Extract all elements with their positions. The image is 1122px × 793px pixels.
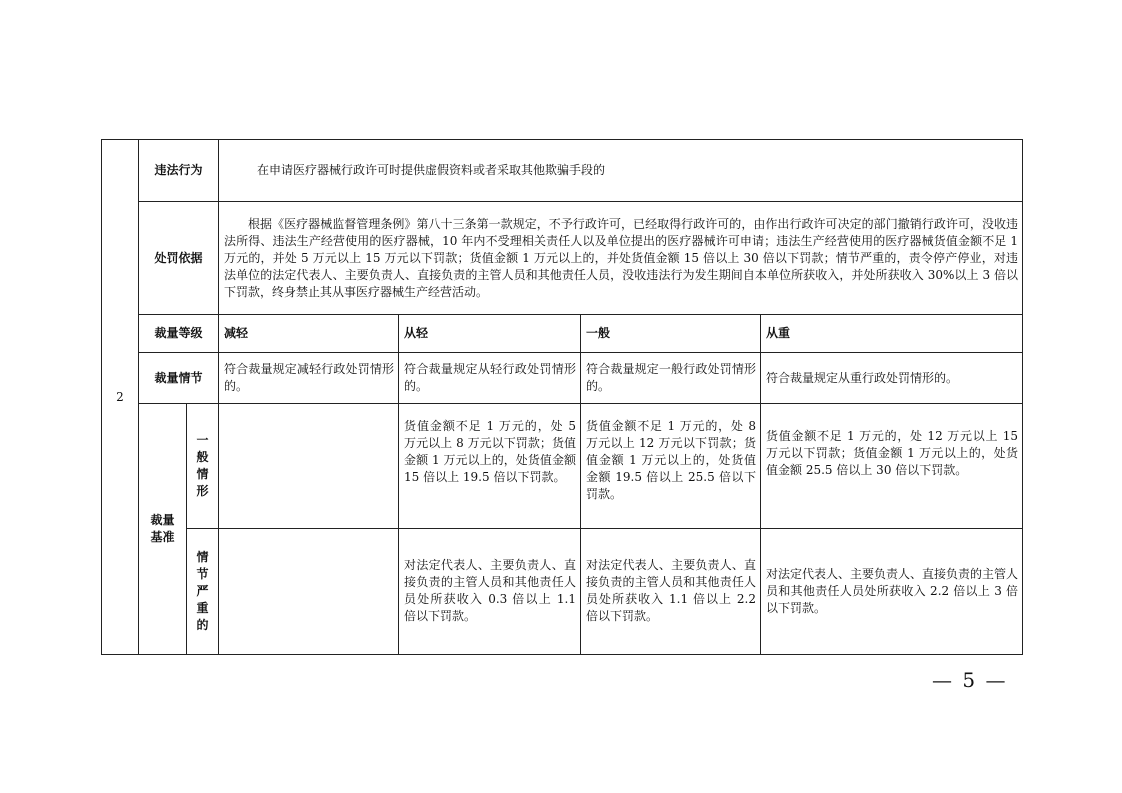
page-number: — 5 — <box>932 668 1008 692</box>
benchmark-serious-row <box>102 528 1023 654</box>
benchmark-general-row <box>102 404 1023 528</box>
row-number: 2 <box>102 140 139 655</box>
circumstance-label: 裁量情节 <box>139 353 219 404</box>
grade-level-heavier: 从重 <box>761 315 1023 353</box>
basis-label: 处罚依据 <box>139 202 219 315</box>
grade-row <box>102 315 1023 353</box>
grade-level-mitigated: 减轻 <box>219 315 399 353</box>
general-cell <box>219 404 399 528</box>
serious-cell: 对法定代表人、主要负责人、直接负责的主管人员和其他责任人员处所获收入 0.3 倍以上 1.1 倍以下罚款。 <box>399 528 581 654</box>
serious-cell: 对法定代表人、主要负责人、直接负责的主管人员和其他责任人员处所获收入 2.2 倍以上 3 倍以下罚款。 <box>761 528 1023 654</box>
circumstance-cell: 符合裁量规定从重行政处罚情形的。 <box>761 353 1023 404</box>
general-cell: 货值金额不足 1 万元的，处 5 万元以上 8 万元以下罚款；货值金额 1 万元以上的，处货值金额 15 倍以上 19.5 倍以下罚款。 <box>399 404 581 528</box>
serious-circumstance-label: 情 节 严 重 的 <box>187 528 219 654</box>
serious-cell <box>219 528 399 654</box>
circumstance-row <box>102 353 1023 404</box>
general-cell: 货值金额不足 1 万元的，处 12 万元以上 15 万元以下罚款；货值金额 1 万元以上的，处货值金额 25.5 倍以上 30 倍以下罚款。 <box>761 404 1023 528</box>
general-circumstance-label: 一 般 情 形 <box>187 404 219 528</box>
violation-label: 违法行为 <box>139 140 219 202</box>
grade-level-general: 一般 <box>581 315 761 353</box>
basis-row <box>102 202 1023 315</box>
circumstance-cell: 符合裁量规定减轻行政处罚情形的。 <box>219 353 399 404</box>
basis-text: 根据《医疗器械监督管理条例》第八十三条第一款规定，不予行政许可，已经取得行政许可的，由作出行政许可决定的部门撤销行政许可，没收违法所得、违法生产经营使用的医疗器械，10 年内不受理相关责任人以及单位提出的医疗器械许可申请；违法生产经营使用的医疗器械货值金额不足 1 万元的，并处 5 万元以上 15 万元以下罚款；货值金额 1 万元以上的，并处货值金额 15 倍以上 30 倍以下罚款；情节严重的，责令停产停业，对违法单位的法定代表人、主要负责人、直接负责的主管人员和其他责任人员，没收违法行为发生期间自本单位所获收入，并处所获收入 30%以上 3 倍以下罚款，终身禁止其从事医疗器械生产经营活动。 <box>219 202 1023 315</box>
grade-level-lighter: 从轻 <box>399 315 581 353</box>
circumstance-cell: 符合裁量规定从轻行政处罚情形的。 <box>399 353 581 404</box>
violation-text: 在申请医疗器械行政许可时提供虚假资料或者采取其他欺骗手段的 <box>219 140 1023 202</box>
violation-row <box>102 140 1023 202</box>
penalty-table <box>101 139 1023 655</box>
serious-cell: 对法定代表人、主要负责人、直接负责的主管人员和其他责任人员处所获收入 1.1 倍以上 2.2 倍以下罚款。 <box>581 528 761 654</box>
circumstance-cell: 符合裁量规定一般行政处罚情形的。 <box>581 353 761 404</box>
grade-label: 裁量等级 <box>139 315 219 353</box>
general-cell: 货值金额不足 1 万元的，处 8 万元以上 12 万元以下罚款；货值金额 1 万元以上的，处货值金额 19.5 倍以上 25.5 倍以下罚款。 <box>581 404 761 528</box>
benchmark-label: 裁量 基准 <box>139 404 187 655</box>
